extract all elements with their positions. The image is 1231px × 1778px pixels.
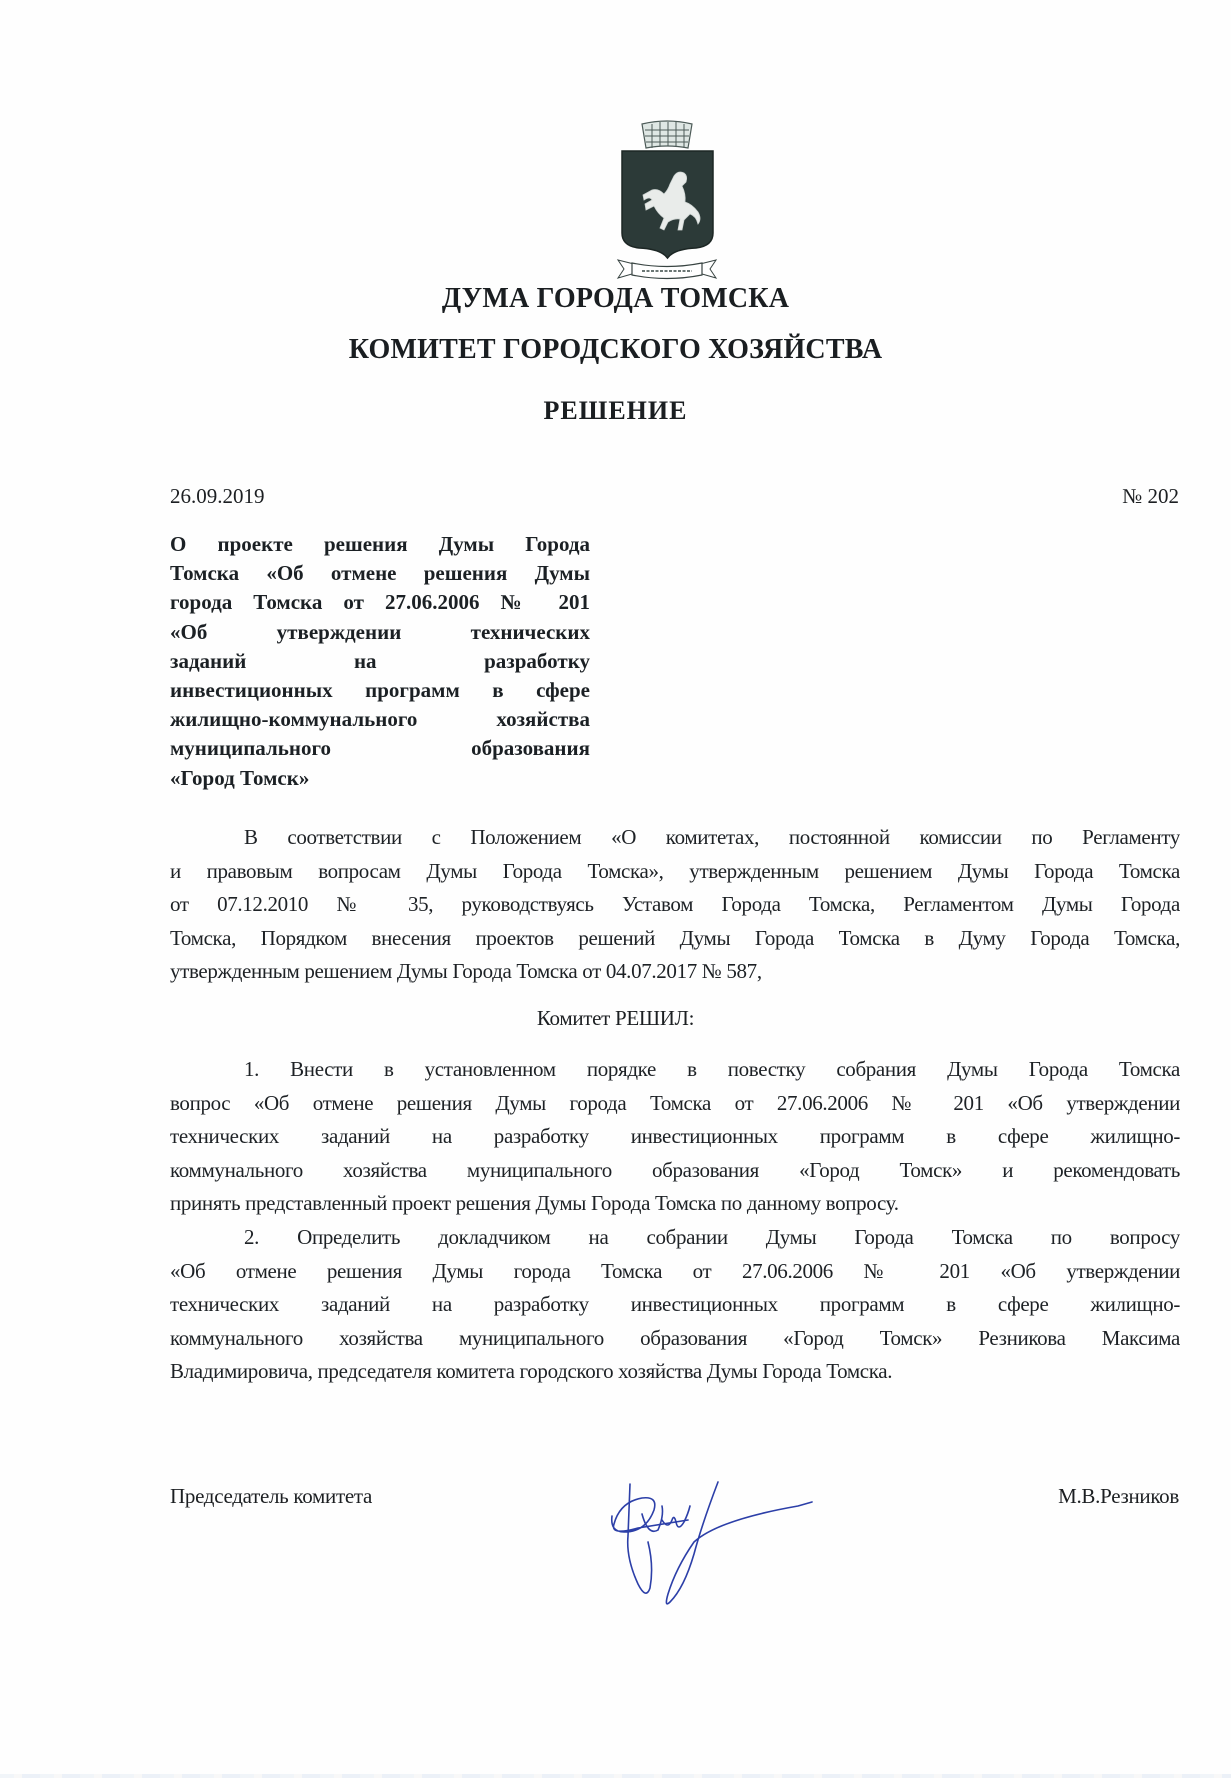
paragraph-line: коммунального хозяйства муниципального образования «Город Томск» и рекомендовать bbox=[170, 1157, 1180, 1182]
signatory-title: Председатель комитета bbox=[170, 1484, 372, 1508]
subject-line: «Город Томск» bbox=[170, 765, 310, 790]
paragraph-line: «Об отмене решения Думы города Томска от 27.06.2006 № 201 «Об утверждении bbox=[170, 1258, 1180, 1283]
paragraph-line: вопрос «Об отмене решения Думы города Томска от 27.06.2006 № 201 «Об утверждении bbox=[170, 1090, 1180, 1115]
subject-line: муниципального образования bbox=[170, 736, 590, 761]
scan-artifact-strip bbox=[0, 1774, 1231, 1778]
paragraph-line: коммунального хозяйства муниципального образования «Город Томск» Резникова Максима bbox=[170, 1325, 1180, 1350]
signatory-name: М.В.Резников bbox=[1058, 1484, 1179, 1508]
paragraph-line: утвержденным решением Думы Города Томска от 04.07.2017 № 587, bbox=[170, 959, 762, 984]
subject-line: «Об утверждении технических bbox=[170, 619, 590, 644]
document-number: № 202 bbox=[1122, 484, 1179, 508]
document-date: 26.09.2019 bbox=[170, 484, 265, 508]
committee-title: КОМИТЕТ ГОРОДСКОГО ХОЗЯЙСТВА bbox=[348, 334, 883, 365]
paragraph-line: принять представленный проект решения Думы Города Томска по данному вопросу. bbox=[170, 1191, 899, 1216]
subject-line: заданий на разработку bbox=[170, 648, 590, 673]
paragraph-line: В соответствии с Положением «О комитетах, постоянной комиссии по Регламенту bbox=[244, 825, 1180, 849]
resolution-item-2 bbox=[170, 1221, 1180, 1389]
paragraph-line: и правовым вопросам Думы Города Томска», утвержденным решением Думы Города Томска bbox=[170, 858, 1180, 883]
subject-line: Томска «Об отмене решения Думы bbox=[170, 561, 590, 586]
paragraph-line: от 07.12.2010 № 35, руководствуясь Уставом Города Томска, Регламентом Думы Города bbox=[170, 892, 1180, 917]
paragraph-line: 1. Внести в установленном порядке в повестку собрания Думы Города Томска bbox=[244, 1057, 1180, 1081]
coat-of-arms-icon bbox=[612, 118, 722, 283]
paragraph-line: технических заданий на разработку инвестиционных программ в сфере жилищно- bbox=[170, 1292, 1180, 1317]
paragraph-line: Владимировича, председателя комитета городского хозяйства Думы Города Томска. bbox=[170, 1359, 893, 1384]
crown-icon bbox=[642, 121, 692, 148]
paragraph-line: 2. Определить докладчиком на собрании Думы Города Томска по вопросу bbox=[244, 1225, 1180, 1249]
handwritten-signature-icon bbox=[598, 1476, 828, 1611]
document-subject bbox=[170, 530, 590, 793]
paragraph-line: технических заданий на разработку инвестиционных программ в сфере жилищно- bbox=[170, 1124, 1180, 1149]
subject-line: жилищно-коммунального хозяйства bbox=[170, 707, 590, 732]
resolution-item-1 bbox=[170, 1053, 1180, 1221]
resolved-label: Комитет РЕШИЛ: bbox=[536, 1006, 695, 1030]
document-type-title: РЕШЕНИЕ bbox=[543, 396, 688, 425]
subject-line: города Томска от 27.06.2006 № 201 bbox=[170, 590, 590, 615]
organization-title: ДУМА ГОРОДА ТОМСКА bbox=[441, 283, 790, 314]
preamble-paragraph bbox=[170, 821, 1180, 989]
motto-ribbon-icon bbox=[618, 260, 716, 279]
subject-line: О проекте решения Думы Города bbox=[170, 532, 590, 556]
subject-line: инвестиционных программ в сфере bbox=[170, 677, 590, 702]
paragraph-line: Томска, Порядком внесения проектов решений Думы Города Томска в Думу Города Томска, bbox=[170, 925, 1180, 950]
